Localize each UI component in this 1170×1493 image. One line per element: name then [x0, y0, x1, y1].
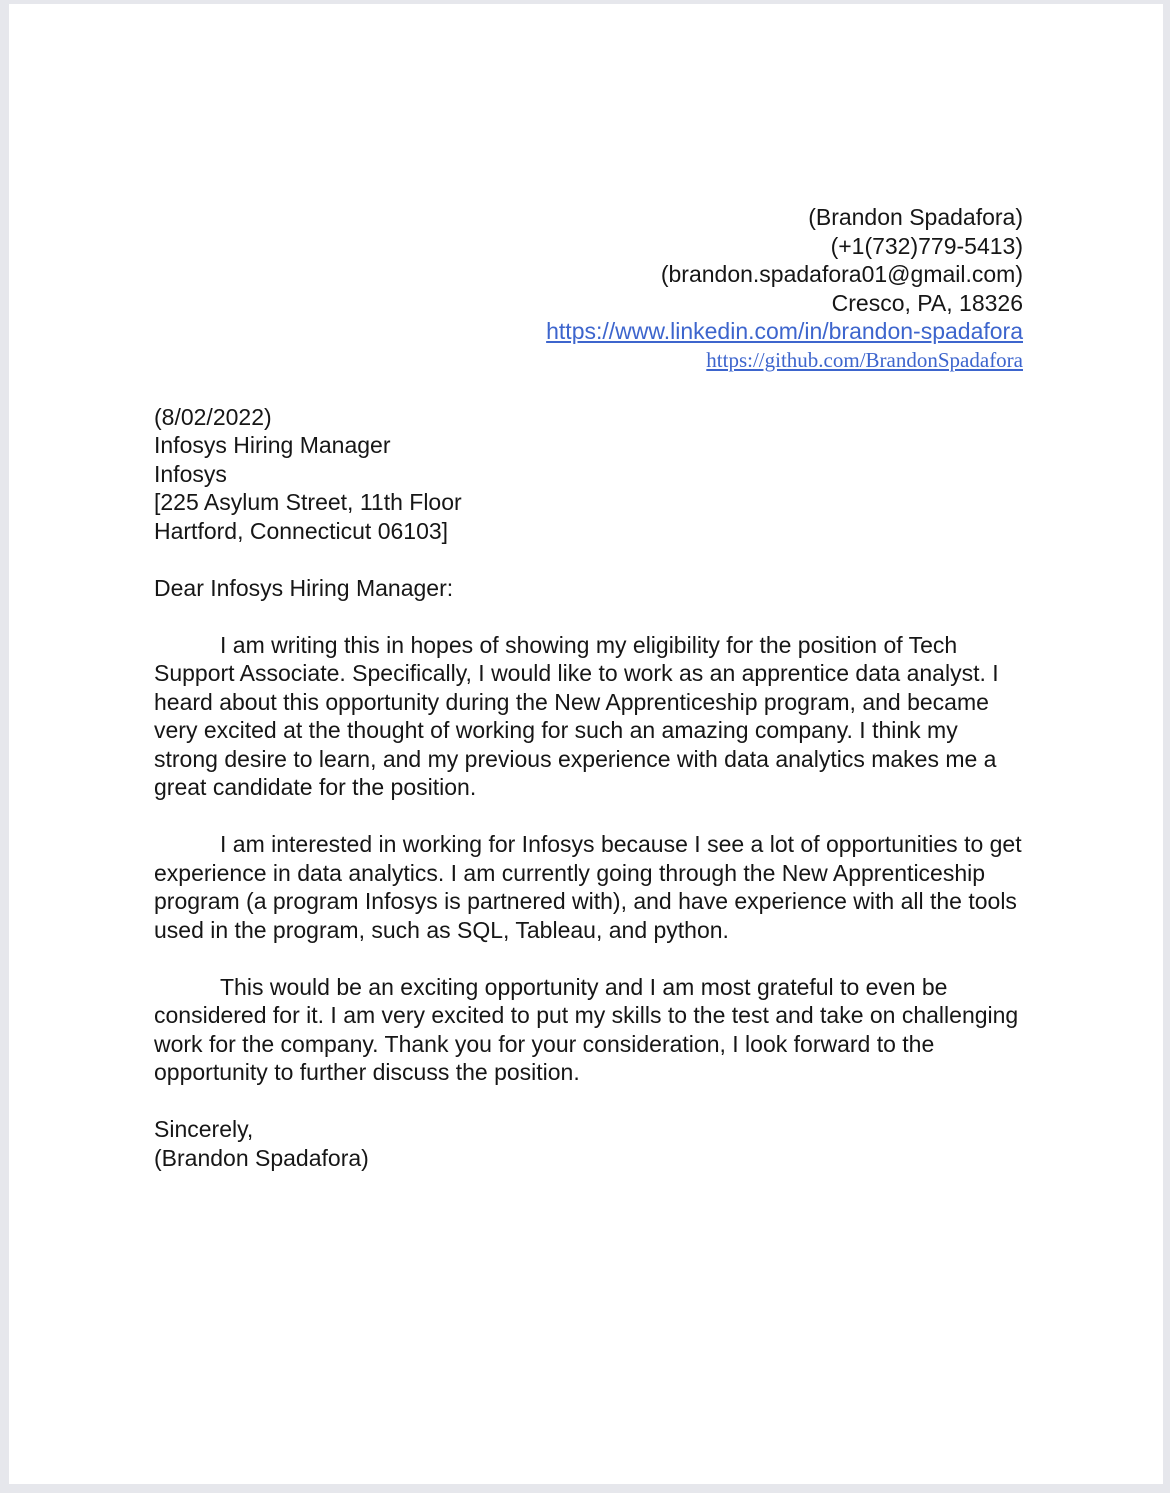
- body-paragraph: I am writing this in hopes of showing my eligibility for the position of Tech Support Associate. Specifically, I would like to work as an apprentice data analyst. I heard about this opportunity during the New Apprenticeship program, and became very excited at the thought of working for such an amazing company. I think my strong desire to learn, and my previous experience with data analytics makes me a great candidate for the position.: [154, 631, 999, 800]
- body-paragraph: I am interested in working for Infosys because I see a lot of opportunities to get experience in data analytics. I am currently going through the New Apprenticeship program (a program Infosys is partnered with), and have experience with all the tools used in the program, such as SQL, Tableau, and python.: [154, 831, 1022, 943]
- letter-date: (8/02/2022): [154, 403, 272, 430]
- recipient-line: Hartford, Connecticut 06103]: [154, 517, 449, 544]
- recipient-line: [225 Asylum Street, 11th Floor: [154, 489, 462, 515]
- recipient-line: Infosys Hiring Manager: [154, 432, 391, 458]
- contact-block: [154, 203, 1023, 374]
- body-paragraph: This would be an exciting opportunity and I am most grateful to even be considered for it. I am very excited to put my skills to the test and take on challenging work for the company. Thank you for your consideration, I look forward to the opportunity to further discuss the position.: [154, 973, 1019, 1085]
- contact-address: Cresco, PA, 18326: [831, 289, 1023, 316]
- contact-name: (Brandon Spadafora): [808, 204, 1023, 230]
- salutation: Dear Infosys Hiring Manager:: [154, 574, 454, 601]
- letter-page: [9, 4, 1163, 1484]
- contact-phone: (+1(732)779-5413): [830, 232, 1023, 259]
- contact-email: (brandon.spadafora01@gmail.com): [660, 261, 1023, 287]
- closing-block: [154, 1115, 1023, 1172]
- signature: (Brandon Spadafora): [154, 1144, 369, 1171]
- linkedin-link[interactable]: https://www.linkedin.com/in/brandon-spadafora: [546, 318, 1023, 344]
- github-link[interactable]: https://github.com/BrandonSpadafora: [706, 347, 1023, 372]
- recipient-line: Infosys: [154, 460, 227, 487]
- signoff: Sincerely,: [154, 1116, 254, 1142]
- recipient-block: [154, 403, 1023, 546]
